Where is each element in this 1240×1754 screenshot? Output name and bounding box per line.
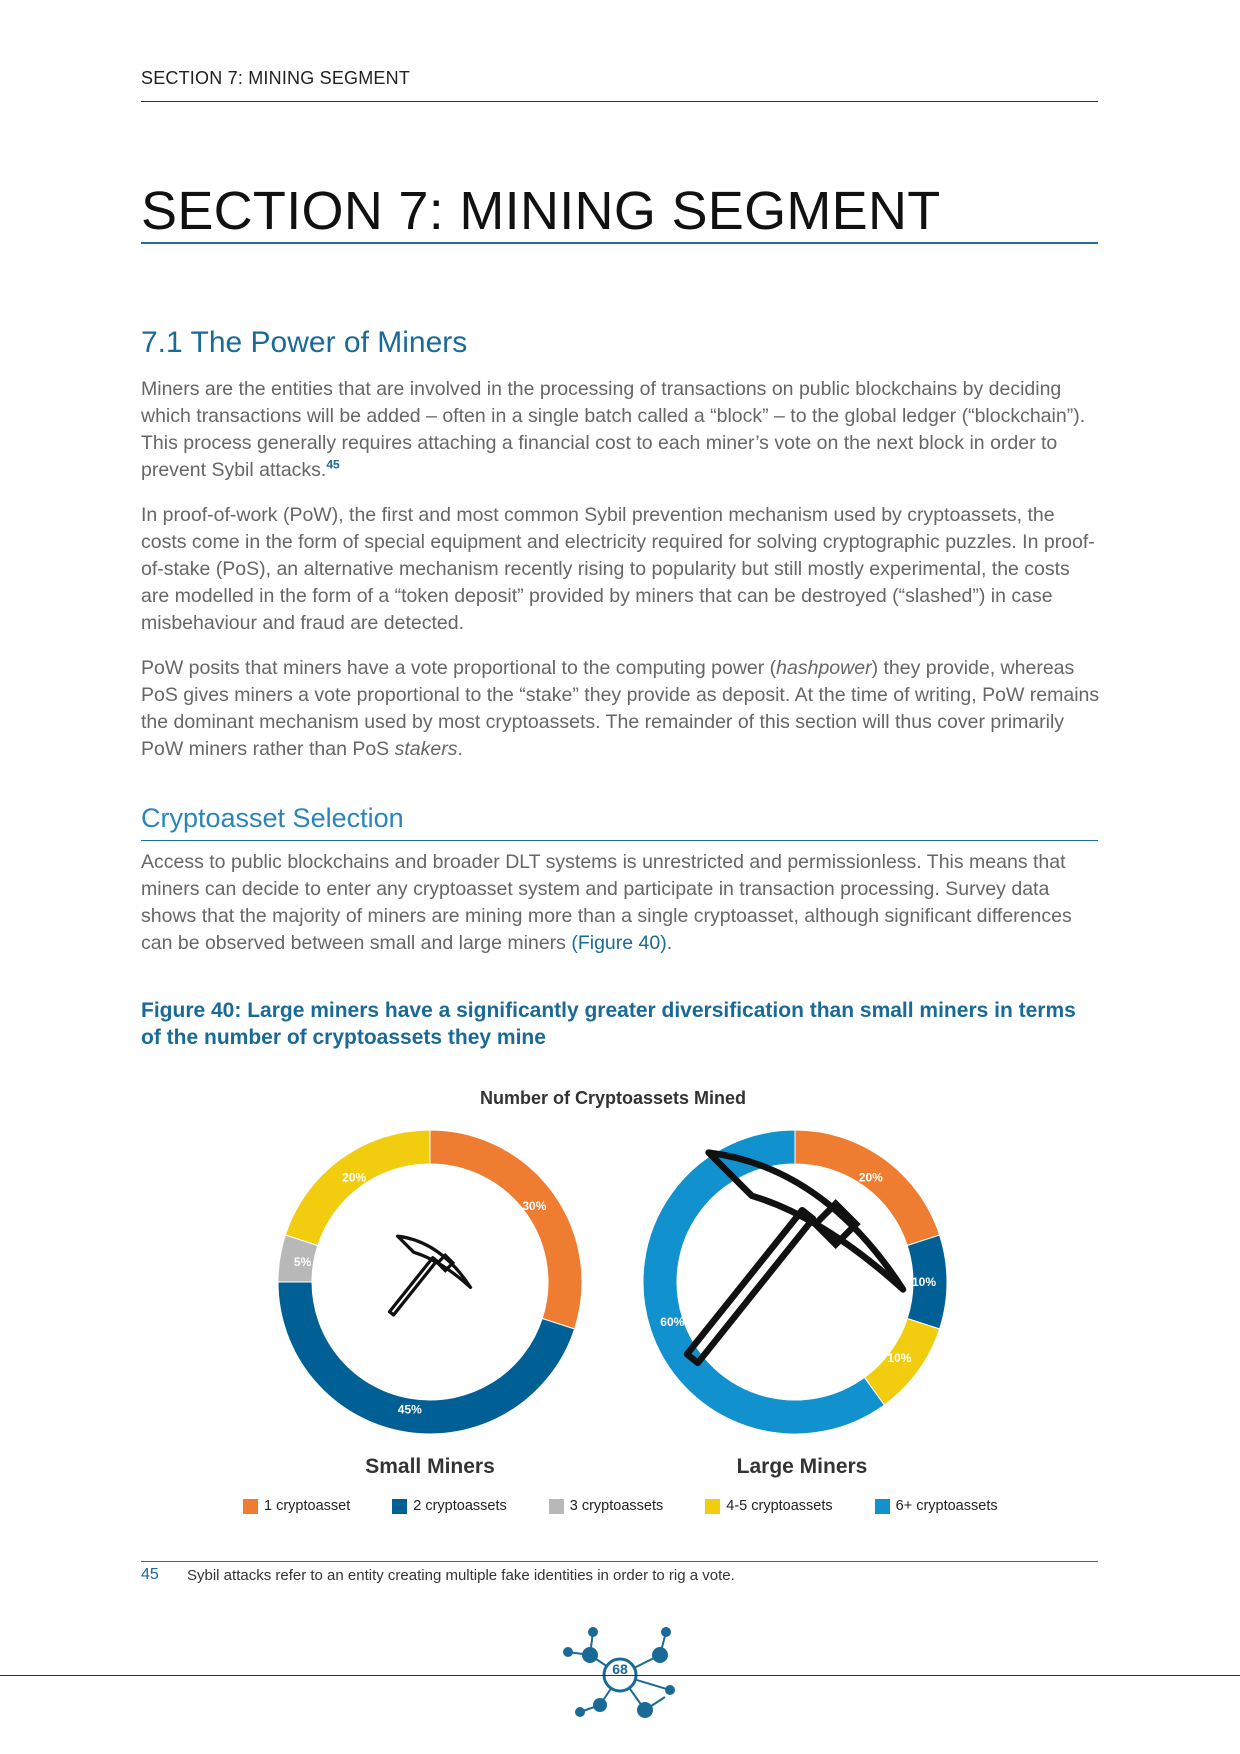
slice-label: 20%	[858, 1170, 883, 1185]
donut-slice	[285, 1130, 430, 1246]
legend-label-6plus: 6+ cryptoassets	[895, 1498, 998, 1514]
legend-item-4-5	[705, 1498, 832, 1514]
slice-label: 45%	[397, 1402, 422, 1417]
slice-label: 10%	[911, 1275, 937, 1289]
slice-label: 60%	[660, 1314, 685, 1329]
paragraph-pow-pos: In proof-of-work (PoW), the first and most common Sybil prevention mechanism used by cryptoassets, the costs come in the form of special equipment and electricity required for solving cryptographic puzzles. In proof-of-stake (PoS), an alternative mechanism recently rising to popularity but still mostly experimental, the costs are modelled in the form of a “token deposit” provided by miners that can be destroyed (“slashed”) in case misbehaviour and fraud are detected.	[141, 504, 1095, 634]
paragraph-vote-b: ) they provide, whereas PoS gives miners a vote proportional to the “stake” they provide as deposit. At the time of writing, PoW remains the dominant mechanism used by most cryptoassets. The remainder of this section will thus cover primarily PoW miners rather than PoS	[141, 657, 1100, 760]
figure-caption: Figure 40: Large miners have a significantly greater diversification than small miners in terms of the number of cryptoassets they mine	[141, 999, 1076, 1049]
legend-swatch-4-5	[705, 1499, 720, 1514]
footnote-rule	[141, 1561, 1098, 1562]
legend-label-2: 2 cryptoassets	[413, 1498, 507, 1514]
paragraph-selection-end: .	[666, 932, 673, 954]
slice-label: 10%	[887, 1350, 912, 1365]
paragraph-vote-c: .	[457, 738, 463, 760]
legend-label-1: 1 cryptoasset	[264, 1498, 351, 1514]
legend-swatch-6plus	[875, 1499, 890, 1514]
legend-swatch-1	[243, 1499, 258, 1514]
paragraph-vote-italic-hashpower: hashpower	[776, 657, 872, 679]
footnote-number: 45	[141, 1566, 159, 1583]
slice-label: 5%	[293, 1254, 312, 1269]
legend-item-6plus	[875, 1498, 998, 1514]
legend-label-4-5: 4-5 cryptoassets	[726, 1498, 833, 1514]
chart-legend	[243, 1498, 998, 1514]
donut-small-miners	[278, 1130, 582, 1434]
paragraph-miners-text: Miners are the entities that are involved in the processing of transactions on public blockchains by deciding which transactions will be added – often in a single batch called a “block” – to the global ledger (“blockchain”). This process generally requires attaching a financial cost to each miner’s vote on the next block in order to prevent Sybil attacks.	[141, 378, 1086, 481]
slice-label: 30%	[522, 1199, 547, 1214]
donut-slice	[430, 1130, 582, 1329]
running-header: SECTION 7: MINING SEGMENT	[141, 68, 411, 88]
legend-item-3	[549, 1498, 664, 1514]
small-miners-label: Small Miners	[365, 1455, 495, 1478]
page-number: 68	[612, 1661, 628, 1677]
paragraph-selection-text: Access to public blockchains and broader DLT systems is unrestricted and permissionless. This means that miners can decide to enter any cryptoasset system and participate in transaction processing. Survey data shows that the majority of miners are mining more than a single cryptoasset, although significant differences can be observed between small and large miners	[141, 851, 1072, 954]
section-title: SECTION 7: MINING SEGMENT	[141, 181, 941, 241]
cryptoasset-selection-heading: Cryptoasset Selection	[141, 803, 404, 833]
chart-title: Number of Cryptoassets Mined	[479, 1088, 747, 1108]
pickaxe-icon	[390, 1236, 471, 1315]
donut-slice	[278, 1282, 575, 1434]
legend-swatch-2	[392, 1499, 407, 1514]
paragraph-vote-italic-stakers: stakers	[394, 738, 458, 760]
slice-label: 20%	[342, 1170, 367, 1185]
legend-item-2	[392, 1498, 507, 1514]
paragraph-vote-a: PoW posits that miners have a vote proportional to the computing power (	[141, 657, 777, 679]
footnote-text: Sybil attacks refer to an entity creating multiple fake identities in order to rig a vote.	[187, 1567, 735, 1584]
legend-swatch-3	[549, 1499, 564, 1514]
subsection-heading: 7.1 The Power of Miners	[141, 326, 468, 359]
figure-40-link[interactable]: (Figure 40)	[571, 932, 667, 954]
large-miners-label: Large Miners	[736, 1455, 868, 1478]
legend-label-3: 3 cryptoassets	[569, 1498, 664, 1514]
footnote-ref[interactable]: 45	[326, 457, 340, 472]
legend-item-1	[243, 1498, 350, 1514]
